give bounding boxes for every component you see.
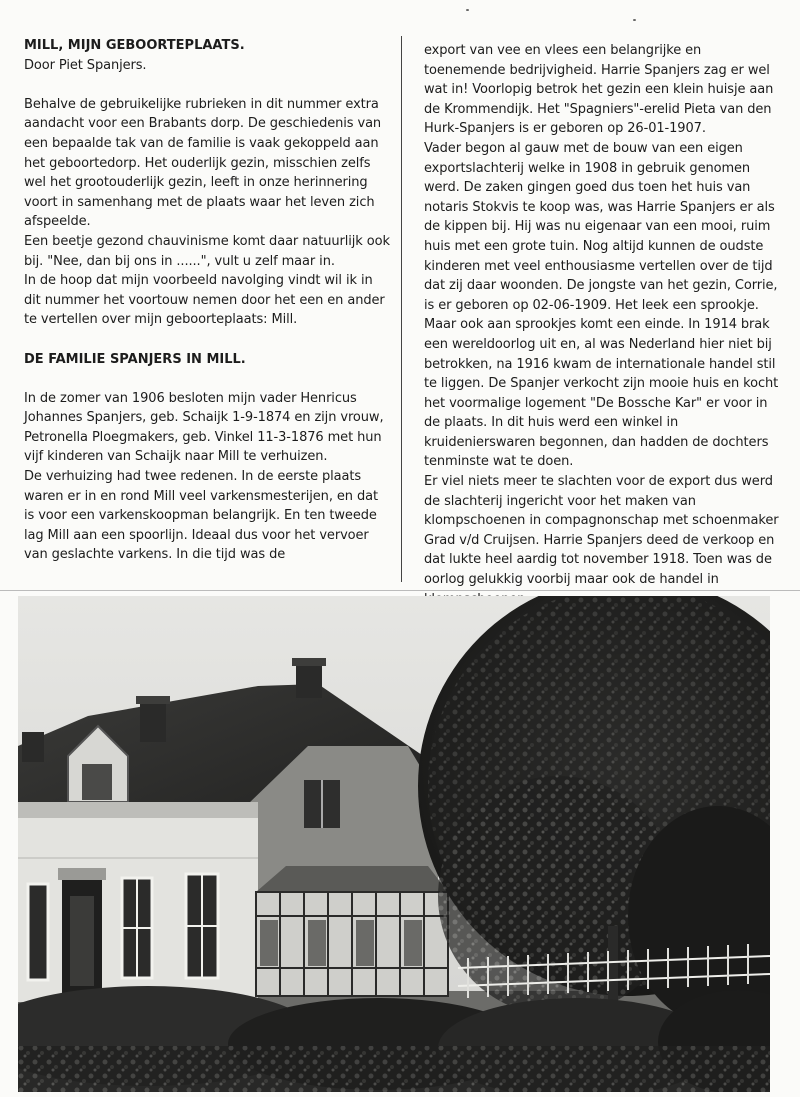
- section-paragraph-1: In de zomer van 1906 besloten mijn vader Henricus Johannes Spanjers, geb. Schaijk 1-9-1874 en zijn vrouw, Petronella Ploegmakers, geb. Vinkel 11-3-1876 met hun vijf kinderen van Schaijk naar Mill te verhuizen.: [24, 390, 384, 465]
- article-byline: Door Piet Spanjers.: [24, 57, 147, 73]
- article-title: MILL, MIJN GEBOORTEPLAATS.: [24, 38, 245, 53]
- continued-paragraph-1: export van vee en vlees een belangrijke en toenemende bedrijvigheid. Harrie Spanjers zag er wel wat in! Voorlopig betrok het gezin een klein huisje aan de Krommendijk. Het "Spagniers"-erelid Pieta van den Hurk-Spanjers is er geboren op 26-01-1907.: [424, 43, 774, 137]
- photo-edge: [0, 590, 800, 591]
- intro-paragraph-2: Een beetje gezond chauvinisme komt daar natuurlijk ook bij. "Nee, dan bij ons in ......", vult u zelf maar in.: [24, 233, 390, 269]
- spacer: [24, 75, 390, 95]
- section-title: DE FAMILIE SPANJERS IN MILL.: [24, 351, 246, 367]
- intro-paragraph-3: In de hoop dat mijn voorbeeld navolging vindt wil ik in dit nummer het voortouw nemen door het een en ander te vertellen over mijn geboorteplaats: Mill.: [24, 273, 385, 328]
- scan-speck: [633, 19, 636, 21]
- house-photograph: [18, 596, 770, 1092]
- scan-speck: [466, 9, 469, 11]
- section-paragraph-2: De verhuizing had twee redenen. In de eerste plaats waren er in en rond Mill veel varkensmesterijen, en dat is voor een varkenskoopman belangrijk. En ten tweede lag Mill aan een spoorlijn. Ideaal dus voor het vervoer van geslachte varkens. In die tijd was de: [24, 469, 378, 563]
- right-column: [424, 41, 780, 609]
- spacer: [24, 369, 390, 389]
- continued-paragraph-3: Er viel niets meer te slachten voor de export dus werd de slachterij ingericht voor het maken van klompschoenen in compagnonschap met schoenmaker Grad v/d Cruijsen. Harrie Spanjers deed de verkoop en dat lukte heel aardig tot november 1918. Toen was de oorlog gelukkig voorbij maar ook de handel in: [424, 474, 779, 588]
- column-divider: [401, 36, 402, 582]
- left-column: [24, 36, 390, 565]
- house-photograph-drawing: [18, 596, 770, 1092]
- continued-paragraph-2: Vader begon al gauw met de bouw van een eigen exportslachterij welke in 1908 in gebruik genomen werd. De zaken gingen goed dus toen het huis van notaris Stokvis te koop was, was Harrie Spanjers er als de kippen bij. Hij was nu eigenaar van een mooi, ruim huis met een grote tuin. Nog altijd kunnen de oudste kinderen met veel enthousiasme vertellen over de tijd dat zij daar woonden. De jongste van het gezin, Corrie, is er geboren op 02-06-1909. Het leek een sprookje. Maar ook aan sprookjes komt een einde. In 1914 brak een wereldoorlog uit en, al was Nederland hier niet bij betrokken, na 1916 kwam de internationale handel stil te liggen. De Spanjer verkocht zijn mooie huis en kocht het voormalige logement "De Bossche Kar" er voor in de plaats. In dit huis werd een winkel in kruidenierswaren begonnen, dan hadden de dochters tenminste wat te doen.: [424, 140, 779, 470]
- intro-paragraph-1: Behalve de gebruikelijke rubrieken in dit nummer extra aandacht voor een Brabants dorp. De geschiedenis van een bepaalde tak van de familie is vaak gekoppeld aan het geboortedorp. Het ouderlijk gezin, misschien zelfs wel het grootouderlijk gezin, leeft in onze herinnering voort in samenhang met de plaats waar het leven zich afspeelde.: [24, 96, 382, 230]
- spacer: [24, 330, 390, 350]
